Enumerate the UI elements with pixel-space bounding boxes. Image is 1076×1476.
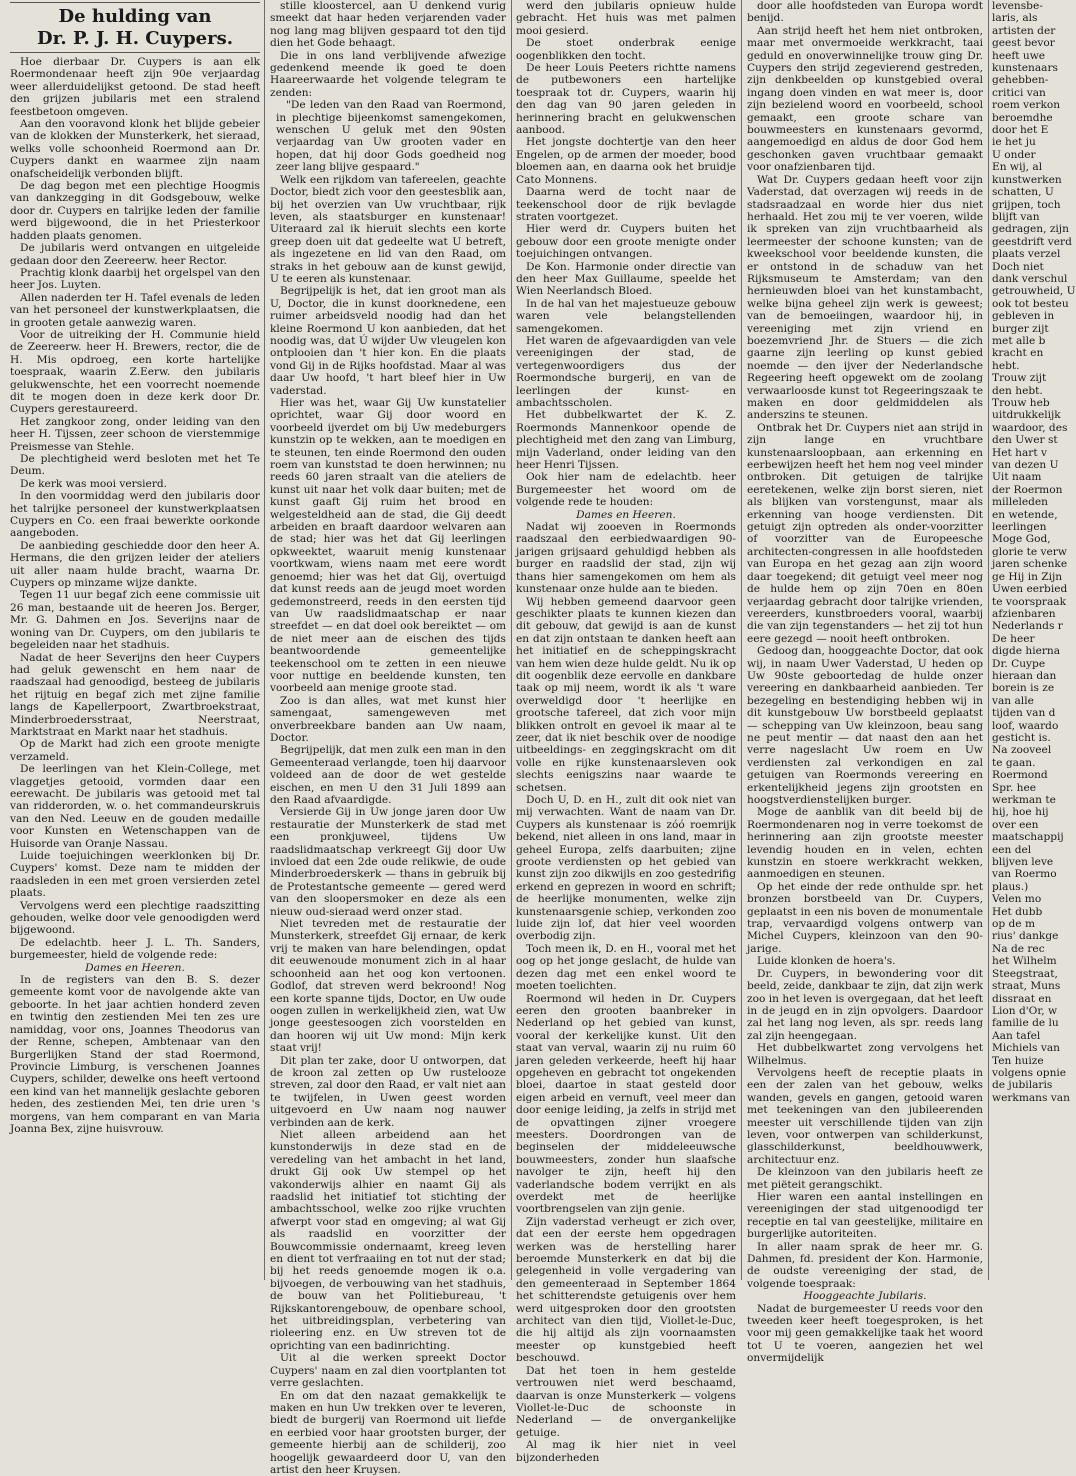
paragraph: laris, als (992, 12, 1060, 24)
paragraph: Dames en Heeren. (516, 509, 736, 521)
paragraph: Luide toejuichingen weerklonken bij Dr. Cuypers' komst. Deze nam te midden der raadsleden in een met groen versierden zetel plaats. (10, 850, 260, 900)
paragraph: blijft van (992, 211, 1060, 223)
paragraph: dank verschul (992, 273, 1060, 285)
column-rule (511, 0, 512, 1280)
paragraph: Dames en Heeren. (10, 962, 260, 974)
paragraph: Wij hebben gemeend daarvoor geen geschikter plaats te kunnen kiezen dan dit gebouw, dat gewijd is aan de kunst en dat zijn ontstaan te danken heeft aan het initiatief en de scheppingskracht van hem wien deze hulde geldt. Nu ik op dit oogenblik deze eervolle en dankbare taak op mij neem, wordt ik als 't ware overweldigd door 't heerlijke en grootsche tafereel, dat zich voor mijn blikken ontrolt en gevoel ik maar al te zeer, dat ik niet beschik over de noodige uitbeeldings- en zeggingskracht om dit volle en rijke kunstenaarsleven ook slechts eenigszins naar waarde te schetsen. (516, 596, 736, 795)
paragraph: de jubilaris (992, 1079, 1060, 1091)
paragraph: Hier waren een aantal instellingen en vereenigingen der stad uitgenoodigd ter receptie en tal van geestelijke, militaire en burgerlijke autoriteiten. (747, 1191, 983, 1241)
paragraph: Zijn vaderstad verheugt er zich over, dat een der eerste hem opgedragen werken was de herstelling harer beroemde Munsterkerk en dat bij die gelegenheid in volle vergadering van den gemeenteraad in September 1864 het schitterendste getuigenis over hem werd uitgesproken door den grootsten architect van dien tijd, Viollet-le-Duc, die hij altijd als zijn voornaamsten meester op kunstgebied heeft beschouwd. (516, 1216, 736, 1365)
paragraph: Dr. Cuypers, in bewondering voor dit beeld, zeide, dankbaar te zijn, dat zijn werk zoo in het leven is overgegaan, dat het leeft in de jeugd en in zijn opvolgers. Daardoor zal het lang nog leven, als spr. reeds lang zal zijn heengegaan. (747, 968, 983, 1042)
paragraph: ie het ju (992, 136, 1060, 148)
paragraph: volgens opnie (992, 1067, 1060, 1079)
paragraph: den Uwer st (992, 434, 1060, 446)
paragraph: Na de rec (992, 943, 1060, 955)
paragraph: plaats verzel (992, 248, 1060, 260)
paragraph: In de registers van den B. S. dezer gemeente komt voor de navolgende akte van geboorte. In het jaar achtien honderd zeven en twintig den zestienden Mei ten zes ure namiddag, voor ons, Joannes Theodorus van der Renne, schepen, Ambtenaar van den Burgerlijken Stand der stad Roermond, Provincie Limburg, is verschenen Joannes Cuypers, schilder, dewelke ons heeft vertoond een kind van het mannelijk geslachte geboren heden, des zestienden Mei, ten drie uren 's morgens, van hem comparant en van Maria Joanna Bex, zijne huisvrouw. (10, 974, 260, 1135)
paragraph: Vervolgens heeft de receptie plaats in een der zalen van het gebouw, welks wanden, gevels en gangen, getooid waren met teekeningen van den jubileerenden meester uit verschillende tijden van zijn leven, voor ontwerpen van schilderkunst, glasschilderkunst, beeldhouwwerk, architectuur enz. (747, 1067, 983, 1166)
paragraph: heeft uwe (992, 50, 1060, 62)
paragraph: Ten huize (992, 1055, 1060, 1067)
paragraph: hebt. (992, 360, 1060, 372)
paragraph: Het dubb (992, 906, 1060, 918)
paragraph: Nadat de heer Severijns den heer Cuypers had geluk gewenscht en hem naar de raadszaal had genoodigd, besteeg de jubilaris het rijtuig en begaf zich met zijne familie langs de Kapellerpoort, Zwartbroekstraat, Minderbroedersstraat, Neerstraat, Marktstraat en Markt naar het stadhuis. (10, 652, 260, 739)
paragraph: Aan den vooravond klonk het blijde gebeier van de klokken der Munsterkerk, het sieraad, welks volle schoonheid Roermond aan Dr. Cuypers dankt en waarmee zijn naam onafscheidelijk verbonden blijft. (10, 118, 260, 180)
paragraph: De dag begon met een plechtige Hoogmis van dankzegging in dit Godsgebouw, welke door dr. Cuypers en talrijke leden der familie werd bijgewoond, die in het Priesterkoor hadden plaats genomen. (10, 180, 260, 242)
paragraph: Steegstraat, (992, 968, 1060, 980)
paragraph: Dat het toen in hem gestelde vertrouwen niet werd beschaamd, daarvan is onze Munsterkerk — volgens Viollet-le-Duc de schoonste in Nederland — de onvergankelijke getuige. (516, 1365, 736, 1439)
paragraph: Zoo is dan alles, wat met kunst hier samengaat, samengeweven met onverbreekbare banden aan Uw naam, Doctor. (270, 695, 506, 745)
paragraph: en wetende, (992, 509, 1060, 521)
paragraph: Doch niet (992, 261, 1060, 273)
paragraph: werd den jubilaris opnieuw hulde gebracht. Het huis was met palmen mooi gesierd. (516, 0, 736, 37)
paragraph: Niet alleen arbeidend aan het kunstonderwijs in deze stad en de veredeling van het ambacht in het land, drukt Gij ook Uw stempel op het vakonderwijs alhier en naamt Gij als raadslid het initiatief tot stichting der ambachtsschool, welke zoo rijke vruchten afwerpt voor stad en omgeving; al wat Gij als raadslid en voorzitter der Bouwcommissie ondernaamt, kreeg leven en dient tot verfraaiing en tot nut der stad; bij het reeds genoemde mogen ik o.a. bijvoegen, de verbouwing van het stadhuis, de bouw van het Politiebureau, 't Rijkskantorengebouw, de openbare school, het uitbreidingsplan, verbetering van rioleering enz. en Uw streven tot de oprichting van een badinrichting. (270, 1129, 506, 1352)
paragraph: Prachtig klonk daarbij het orgelspel van den heer Jos. Luyten. (10, 267, 260, 292)
paragraph: gedragen, zijn (992, 223, 1060, 235)
paragraph: blijven leve (992, 856, 1060, 868)
paragraph: loof, waardo (992, 720, 1060, 732)
paragraph: "De leden van den Raad van Roermond, in plechtige bijeenkomst samengekomen, wenschen U geluk met den 90sten verjaardag van Uw grooten vader en hopen, dat hij door Gods goedheid nog zeer lang blijve gespaard." (270, 99, 506, 173)
paragraph: Nederlands r (992, 620, 1060, 632)
paragraph: Hooggeachte Jubilaris. (747, 1290, 983, 1302)
paragraph: De stoet onderbrak eenige oogenblikken den tocht. (516, 37, 736, 62)
paragraph: werkmans van (992, 1092, 1060, 1104)
paragraph: Wat Dr. Cuypers gedaan heeft voor zijn Vaderstad, dat overzagen wij reeds in de stadsraadzaal en worde hier dus niet herhaald. Het zou mij te ver voeren, wilde ik spreken van zijn vruchtbaarheid als leermeester der schoone kunsten; van de kweekschool voor beeldende kunsten, die er ontstond in de schaduw van het Rijksmuseum te Amsterdam; van den hernieuwden bloei van het kunstambacht, welke bijna geheel zijn werk is geweest; van de bemoeiingen, waardoor hij, in vereeniging met zijn vriend en boezemvriend Jhr. de Stuers — die zich gaarne zijn leerling op kunst gebied noemde — den ijver der Nederlandsche Regeering heeft opgewekt om de zoolang verwaarloosde kunst tot Regeeringszaak te maken en door geldmiddelen als anderszins te steunen. (747, 174, 983, 422)
paragraph: leerlingen (992, 521, 1060, 533)
paragraph: Moge de aanblik van dit beeld bij de Roermondenaren nog in verre toekomst de herinnering aan zijn grootste meester levendig houden en in velen, echten kunstzin en stoere werkkracht wekken, aanmoedigen en steunen. (747, 806, 983, 880)
paragraph: Dit plan ter zake, door U ontworpen, dat de kroon zal zetten op Uw rustelooze streven, zal door den Raad, er valt niet aan te twijfelen, in Uwen geest worden uitgevoerd en Uw naam nog nauwer verbinden aan de kerk. (270, 1055, 506, 1129)
paragraph: beroemdhe (992, 112, 1060, 124)
paragraph: gesticht is. (992, 732, 1060, 744)
paragraph: Velen mo (992, 893, 1060, 905)
paragraph: der Roermon (992, 484, 1060, 496)
paragraph: In aller naam sprak de heer mr. G. Dahmen, fd. president der Kon. Harmonie, de oudste vereeniging der stad, de volgende toespraak: (747, 1241, 983, 1291)
paragraph: grijpen, toch (992, 199, 1060, 211)
paragraph: afzienbaren (992, 608, 1060, 620)
headline-line-1: De hulding van (10, 6, 260, 28)
paragraph: Gedoog dan, hooggeachte Doctor, dat ook wij, in naam Uwer Vaderstad, U heden op Uw 90ste geboortedag de hulde onzer vereering en dankbaarheid aanbieden. Ter bezegeling en bestendiging hebben wij in dit kunstgebouw Uw borstbeeld geplaatst — schepping van Uw kleinzoon, beau sang ne peut mentir — dat naast den aan het verre nageslacht Uw roem en Uw verdiensten zal verkondigen en zal getuigen van Roermonds vereering en erkentelijkheid jegens zijn grootsten en hoogstverdienstelijken burger. (747, 645, 983, 806)
paragraph: ge Hij in Zijn (992, 571, 1060, 583)
paragraph: De heer (992, 633, 1060, 645)
paragraph: Begrijpelijk, dat men zulk een man in den Gemeenteraad verlangde, toen hij daarvoor voldeed aan de door de wet gestelde eischen, en men U den 31 Juli 1899 aan den Raad afvaardigde. (270, 744, 506, 806)
paragraph: Ontbrak het Dr. Cuypers niet aan strijd in zijn lange en vruchtbare kunstenaarsloopbaan, aan erkenning en eerbewijzen heeft het hem nog veel minder ontbroken. Dit getuigen de talrijke eeretekenen, welke zijn borst sieren, niet als blijken van vorstengunst, maar als erkenning van hooge verdiensten. Dit getuigt zijn optreden als onder-voorzitter of voorzitter van de Europeesche architecten-congressen in alle hoofdsteden van Europa en het gezag aan zijn woord daar toegekend; dit getuigt veel meer nog de hulde hem op zijn 70en en 80en verjaardag gebracht door talrijke vrienden, vereerders, kunstbroeders vooral, waarbij die van zijn tegenstanders — het zij tot hun eere gezegd — nooit heeft ontbroken. (747, 422, 983, 645)
paragraph: artisten der (992, 25, 1060, 37)
column-rule (741, 0, 742, 1280)
paragraph: De aanbieding geschiedde door den heer A. Hermans, die den grijzen leider der ateliers uit aller naam hulde bracht, waarna Dr. Cuypers op minzame wijze dankte. (10, 540, 260, 590)
paragraph: straat, Muns (992, 980, 1060, 992)
paragraph: een del (992, 844, 1060, 856)
paragraph: Al mag ik hier niet in veel bijzonderheden (516, 1439, 736, 1464)
paragraph: schatten, U (992, 186, 1060, 198)
paragraph: Die in ons land verblijvende afwezige gedenkend meende ik goed te doen Haareerwaarde het volgende telegram te zenden: (270, 50, 506, 100)
paragraph: kunstenaars (992, 62, 1060, 74)
paragraph: levensbe- (992, 0, 1060, 12)
paragraph: rius' dankge (992, 930, 1060, 942)
paragraph: Lion d'Or, w (992, 1005, 1060, 1017)
paragraph: maatschappij (992, 831, 1060, 843)
paragraph: hieraan dan (992, 670, 1060, 682)
paragraph: De leerlingen van het Klein-College, met vlaggetjes getooid, vormden daar een eerewacht. De jubilaris was getooid met tal van ridderorden, w. o. het commandeurskruis van den Ned. Leeuw en de gouden medaille voor Kunsten en Wetenschappen van de Huisorde van Oranje Nassau. (10, 763, 260, 850)
paragraph: De kleinzoon van den jubilaris heeft ze met piëteit gerangschikt. (747, 1166, 983, 1191)
paragraph: Toch meen ik, D. en H., vooral met het oog op het jonge geslacht, de hulde van dezen dag met een enkel woord te moeten toelichten. (516, 943, 736, 993)
paragraph: familie de lu (992, 1017, 1060, 1029)
paragraph: met alle b (992, 335, 1060, 347)
paragraph: Trouw heb (992, 397, 1060, 409)
paragraph: borein is ze (992, 682, 1060, 694)
paragraph: De plechtigheid werd besloten met het Te Deum. (10, 453, 260, 478)
paragraph: Nadat wij zooeven in Roermonds raadszaal den eerbiedwaardigen 90-jarigen grijsaard gehuldigd hebben als burger en raadslid der stad, zijn wij thans hier samengekomen om hem als kunstenaar onze hulde aan te bieden. (516, 521, 736, 595)
paragraph: En om dat den nazaat gemakkelijk te maken en hun Uw trekken over te leveren, biedt de burgerij van Roermond uit liefde en eerbied voor haar grootsten burger, der gemeente hierbij aan de schilderij, zoo hoogelijk gewaardeerd door U, van den artist den heer Kruysen. (270, 1390, 506, 1476)
paragraph: roem verkon (992, 99, 1060, 111)
paragraph: getrouwheid, U (992, 285, 1060, 297)
paragraph: Op het einde der rede onthulde spr. het bronzen borstbeeld van Dr. Cuypers, geplaatst in een nis boven de monumentale trap, vervaardigd volgens ontwerp van Michel Cuypers, kleinzoon van den 90-jarige. (747, 881, 983, 955)
paragraph: Hoe dierbaar Dr. Cuypers is aan elk Roermondenaar heeft zijn 90e verjaardag weer allerduidelijkst getoond. De stad heeft den grijzen jubilaris met een stralend feestbetoon omgeven. (10, 56, 260, 118)
paragraph: gehebben- (992, 74, 1060, 86)
paragraph: plaus.) (992, 881, 1060, 893)
paragraph: Op de Markt had zich een groote menigte verzameld. (10, 738, 260, 763)
paragraph: Doch U, D. en H., zult dit ook niet van mij verwachten. Want de naam van Dr. Cuypers als kunstenaar is zóó roemrijk bekend, niet alleen in ons land, maar in geheel Europa, zelfs daarbuiten; zijne groote verdiensten op het gebied van kunst zijn zoo dikwijls en zoo gestedrifig erkend en geprezen in woord en schrift; de heerlijke monumenten, welke zijn kunstenaarsgenie schiep, verkonden zoo luide zijn lof, dat hier veel woorden overbodig zijn. (516, 794, 736, 943)
paragraph: Ook hier nam de edelachtb. heer Burgemeester het woord om de volgende rede te houden: (516, 471, 736, 508)
paragraph: Roermond wil heden in Dr. Cuypers eeren den grooten baanbreker in Nederland op het gebied van kunst, vooral der kerkelijke kunst. Uit den staat van verval, waarin zij nu ruim 60 jaren geleden verkeerde, heeft hij haar opgeheven en gebracht tot ongekenden bloei, daartoe in staat gesteld door eigen arbeid en vernuft, veel meer dan door eenige leiding, ja zelfs in strijd met de opvattingen zijner vroegere meesters. Doordrongen van de beginselen der middeleeuwsche bouwmeesters, zonder hun slaafsche navolger te zijn, heeft hij den vaderlandsche bodem verrijkt en als overdekt met de heerlijke voortbrengselen van zijn genie. (516, 993, 736, 1216)
paragraph: door alle hoofdsteden van Europa wordt benijd. (747, 0, 983, 25)
paragraph: van dezen U (992, 459, 1060, 471)
paragraph: Luide klonken de hoera's. (747, 955, 983, 967)
paragraph: Niet tevreden met de restauratie der Munsterkerk, streefdet Gij ernaar, de kerk vrij te maken van hare belendingen, opdat dit eeuwenoude monument zich in al haar schoonheid aan het oog kon vertoonen. Godlof, dat streven werd bekroond! Nog een korte spanne tijds, Doctor, en Uw oude oogen zullen in werkelijkheid zien, wat Uw jonge geestesoogen zich voorstelden en dan hooren wij uit Uw mond: Mijn kerk staat vrij! (270, 918, 506, 1054)
paragraph: den hebt. (992, 385, 1060, 397)
paragraph: Het dubbelkwartet der K. Z. Roermonds Mannenkoor opende de plechtigheid met den zang van Limburg, mijn Vaderland, onder leiding van den heer Henri Tijssen. (516, 409, 736, 471)
paragraph: Allen naderden ter H. Tafel evenals de leden van het personeel der kunstwerkplaatsen, die in grooten getale aanwezig waren. (10, 292, 260, 329)
column-rule (988, 0, 989, 1280)
paragraph: tijden van d (992, 707, 1060, 719)
paragraph: En wij, al (992, 161, 1060, 173)
paragraph: Versierde Gij in Uw jonge jaren door Uw restauratie der Munsterkerk de stad met een pronkjuweel, tijdens Uw raadslidmaatschap verkreegt Gij door Uw invloed dat een 2de oude relikwie, de oude Minderbroederskerk — thans in gebruik bij de Protestantsche gemeente — gered werd van den sloopersmoker en deze als een nieuw oud-sieraad werd onzer stad. (270, 806, 506, 918)
paragraph: hij, hoe hij (992, 806, 1060, 818)
paragraph: geestdrift verd (992, 236, 1060, 248)
top-rule (10, 2, 260, 3)
paragraph: Het zangkoor zong, onder leiding van den heer H. Tijssen, zeer schoon de vierstemmige Preismesse van Stehle. (10, 416, 260, 453)
paragraph: Welk een rijkdom van tafereelen, geachte Doctor, biedt zich voor den geestesblik aan, bij het overzien van Uw vruchtbaar, rijk leven, als staatsburger en kunstenaar! Uiteraard zal ik hieruit slechts een korte greep doen uit dat gedeelte wat U betreft, als ingezetene en lid van den Raad, om straks in het gebouw aan de kunst gewijd, U te eeren als kunstenaar. (270, 174, 506, 286)
column-1 (10, 0, 260, 1280)
paragraph: Vervolgens werd een plechtige raadszitting gehouden, welke door vele genoodigden werd bijgewoond. (10, 900, 260, 937)
paragraph: Begrijpelijk is het, dat ien groot man als U, Doctor, die in kunst doorknedene, een ruimer arbeidsveld noodig had dan het kleine Roermond U kon aanbieden, dat het noodig was, dat Ú wijder Uw vleugelen kon ontplooien dan 't hier kon. En die plaats vond Gij in de Rijks hoofdstad. Maar al was daar Uw hoofd, 't hart bleef hier in Uw vaderstad. (270, 285, 506, 397)
paragraph: ook tot besteu (992, 298, 1060, 310)
paragraph: De jubilaris werd ontvangen en uitgeleide gedaan door den Zeereerw. heer Rector. (10, 242, 260, 267)
paragraph: In de hal van het majestueuze gebouw waren vele belangstellenden samengekomen. (516, 298, 736, 335)
paragraph: over een (992, 819, 1060, 831)
paragraph: Aan tafel (992, 1030, 1060, 1042)
paragraph: Het waren de afgevaardigden van vele vereenigingen der stad, de vertegenwoordigers dus der Roermondsche burgerij, en van de leerlingen der kunst- en ambachtsscholen. (516, 335, 736, 409)
column-5-cropped (992, 0, 1060, 1280)
paragraph: waardoor, des (992, 422, 1060, 434)
paragraph: te voorspraak (992, 596, 1060, 608)
paragraph: het Wilhelm (992, 955, 1060, 967)
paragraph: Roermond (992, 769, 1060, 781)
paragraph: Moge God, (992, 533, 1060, 545)
paragraph: van Roermo (992, 868, 1060, 880)
paragraph: De heer Louis Peeters richtte namens de putbewoners een hartelijke toespraak tot dr. Cuypers, waarin hij den dag van 90 jaren geleden in herinnering bracht en gelukwenschen aanbood. (516, 62, 736, 136)
paragraph: critici van (992, 87, 1060, 99)
paragraph: Na zooveel (992, 744, 1060, 756)
paragraph: Voor de uitreiking der H. Communie hield de Zeereerw. heer H. Brewers, rector, die de H. Mis opdroeg, een korte hartelijke toespraak, waarin Z.Eerw. den jubilaris gelukwenschte, het een voorrecht noemende dit te mogen doen in deze kerk door Dr. Cuypers gerestaureerd. (10, 329, 260, 416)
column-3 (516, 0, 736, 1280)
paragraph: glorie te verw (992, 546, 1060, 558)
paragraph: Daarna werd de tocht naar de teekenschool door de rijk bevlagde straten voortgezet. (516, 186, 736, 223)
paragraph: Het hart v (992, 447, 1060, 459)
paragraph: Nadat de burgemeester U reeds voor den tweeden keer heeft toegesproken, is het voor mij geen gemakkelijke taak het woord tot U te voeren, aangezien het wel onvermijdelijk (747, 1303, 983, 1365)
column-rule (264, 0, 265, 1280)
paragraph: In den voormiddag werd den jubilaris door het talrijke personeel der kunstwerkplaatsen Cuypers en Co. een fraai bewerkte oorkonde aangeboden. (10, 490, 260, 540)
paragraph: kracht en (992, 347, 1060, 359)
paragraph: Het dubbelkwartet zong vervolgens het Wilhelmus. (747, 1042, 983, 1067)
paragraph: Tegen 11 uur begaf zich eene commissie uit 26 man, bestaande uit de heeren Jos. Berger, Mr. G. Dahmen en Jos. Severijns naar de woning van Dr. Cuypers, om den jubilaris te begeleiden naar het stadhuis. (10, 589, 260, 651)
paragraph: De kerk was mooi versierd. (10, 478, 260, 490)
paragraph: Aan strijd heeft het hem niet ontbroken, maar met onvermoeide werkkracht, taai geduld en onoverwinnelijke trouw ging Dr. Cuypers den strijd zegevierend gestreden, zijn denkbeelden op kunstgebied overal ingang doen vinden en wat meer is, door zijn bezielend woord en voorbeeld, school gemaakt, een groote schare van bouwmeesters en kunstenaars gevormd, aangemoedigd en aldus de door God hem geschonken gaven vruchtbaar gemaakt voor onafzienbaren tijd. (747, 25, 983, 174)
paragraph: jaren schenke (992, 558, 1060, 570)
paragraph: gebleven in (992, 310, 1060, 322)
paragraph: Uit al die werken spreekt Doctor Cuypers' naam en zal dien voortplanten tot verre geslachten. (270, 1352, 506, 1389)
paragraph: van alle (992, 695, 1060, 707)
paragraph: burger zijt (992, 323, 1060, 335)
paragraph: Uwen eerbied (992, 583, 1060, 595)
paragraph: geest bevor (992, 37, 1060, 49)
paragraph: stille kloostercel, aan U denkend vurig smeekt dat haar heden verjarenden vader nog lang mag blijven gespaard tot den tijd dien het Gode behaagt. (270, 0, 506, 50)
paragraph: Dr. Cuype (992, 658, 1060, 670)
paragraph: uitdrukkelijk (992, 409, 1060, 421)
paragraph: kunstwerken (992, 174, 1060, 186)
paragraph: werkman te (992, 794, 1060, 806)
paragraph: Michiels van (992, 1042, 1060, 1054)
paragraph: door het E (992, 124, 1060, 136)
paragraph: Spr. hee (992, 782, 1060, 794)
paragraph: dissraat en (992, 993, 1060, 1005)
paragraph: De edelachtb. heer J. L. Th. Sanders, burgemeester, hield de volgende rede: (10, 937, 260, 962)
paragraph: U onder (992, 149, 1060, 161)
headline-line-2: Dr. P. J. H. Cuypers. (10, 28, 260, 50)
paragraph: Uit naam (992, 471, 1060, 483)
column-4 (747, 0, 983, 1280)
paragraph: De Kon. Harmonie onder directie van den heer Max Guillaume, speelde het Wien Neerlandsch Bloed. (516, 261, 736, 298)
paragraph: digde hierna (992, 645, 1060, 657)
paragraph: milleleden (992, 496, 1060, 508)
paragraph: Het jongste dochtertje van den heer Engelen, op de armen der moeder, bood bloemen aan, en daarna ook het bruidje Cato Monnens. (516, 136, 736, 186)
column-2 (270, 0, 506, 1280)
paragraph: Hier werd dr. Cuypers buiten het gebouw door een groote menigte onder toejuichingen ontvangen. (516, 223, 736, 260)
paragraph: op de m (992, 918, 1060, 930)
paragraph: Trouw zijt (992, 372, 1060, 384)
headline-rule (10, 52, 260, 53)
paragraph: Hier was het, waar Gij Uw kunstatelier oprichtet, waar Gij door woord en voorbeeld ijverdet om bij Uw medeburgers kunstzin op te wekken, aan te moedigen en te steunen, ten einde Roermond den ouden roem van kunststad te doen herwinnen; nu reeds 60 jaren straalt van die ateliers de kunst uit naar het volk daar buiten; met de kunst gaaft Gij ruim het brood en welgesteldheid aan de stad, die Gij deedt arbeiden en braaft daardoor welvaren aan de stad; hier was het dat Gij leerlingen opkweektet, waaruit menig kunstenaar voortkwam, wiens naam met eere wordt genoemd; hier was het dat Gij, overtuigd dat kunst reeds aan de jeugd moet worden gedemonstreerd, reeds in den eersten tijd van Uw raadslidmaatschap er naar streefdet — en dat doel ook bereiktet — om de niet meer aan de eischen des tijds beantwoordende gemeentelijke teekenschool om te zetten in een nieuwe voor nuttige en beeldende kunsten, ten voorbeeld aan menige groote stad. (270, 397, 506, 695)
paragraph: te gaan. (992, 757, 1060, 769)
